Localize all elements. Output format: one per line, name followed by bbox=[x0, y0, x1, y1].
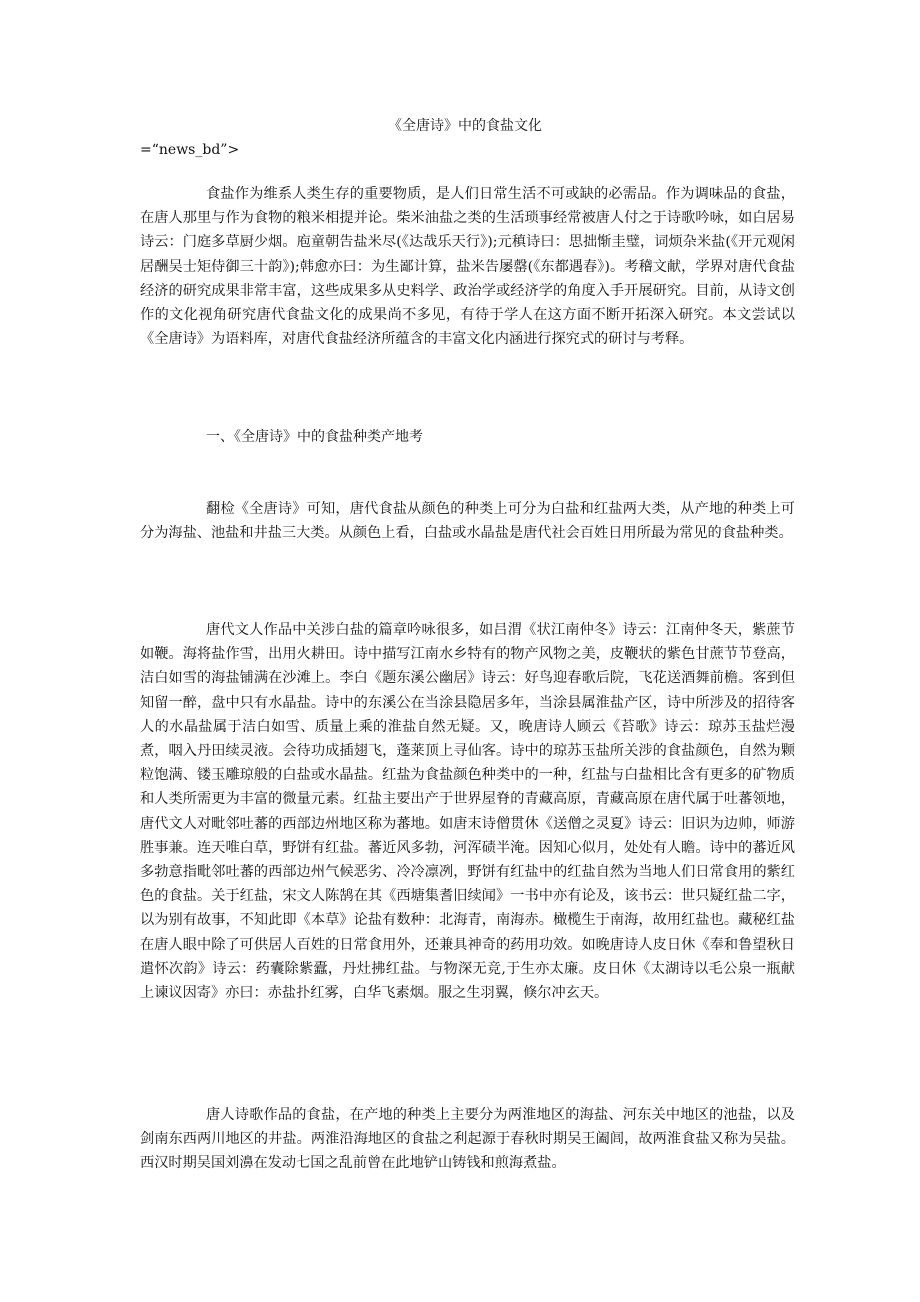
document-title: 《全唐诗》中的食盐文化 bbox=[388, 118, 542, 134]
paragraph-salt-origins: 唐人诗歌作品的食盐，在产地的种类上主要分为两淮地区的海盐、河东关中地区的池盐，以及剑南东西两川地区的井盐。两淮沿海地区的食盐之利起源于春秋时期吴王阖闾，故两淮食盐又称为吴盐。西汉时期吴国刘濞在发动七国之乱前曾在此地铲山铸钱和煎海煮盐。 bbox=[140, 1107, 795, 1172]
section-heading: 一、《全唐诗》中的食盐种类产地考 bbox=[206, 429, 423, 445]
stray-markup-text: =“news_bd”> bbox=[140, 142, 240, 158]
intro-paragraph: 食盐作为维系人类生存的重要物质，是人们日常生活不可或缺的必需品。作为调味品的食盐，在唐人那里与作为食物的粮米相提并论。柴米油盐之类的生活琐事经常被唐人付之于诗歌吟咏，如白居易诗云：门庭多草厨少烟。庖童朝告盐米尽(《达哉乐天行》);元稹诗曰：思拙惭圭璧，词烦杂米盐(《开元观闲居酬吴士矩侍御三十韵》);韩愈亦曰：为生鄙计算，盐米告屡罄(《东都遇春》)。考稽文献，学界对唐代食盐经济的研究成果非常丰富，这些成果多从史料学、政治学或经济学的角度入手开展研究。目前，从诗文创作的文化视角研究唐代食盐文化的成果尚不多见，有待于学人在这方面不断开拓深入研究。本文尝试以《全唐诗》为语料库，对唐代食盐经济所蕴含的丰富文化内涵进行探究式的研讨与考释。 bbox=[140, 186, 795, 348]
paragraph-salt-types: 翻检《全唐诗》可知，唐代食盐从颜色的种类上可分为白盐和红盐两大类，从产地的种类上可分为海盐、池盐和井盐三大类。从颜色上看，白盐或水晶盐是唐代社会百姓日用所最为常见的食盐种类。 bbox=[140, 501, 795, 542]
paragraph-white-red-salt: 唐代文人作品中关涉白盐的篇章吟咏很多，如吕渭《状江南仲冬》诗云：江南仲冬天，紫蔗节如鞭。海将盐作雪，出用火耕田。诗中描写江南水乡特有的物产风物之美，皮鞭状的紫色甘蔗节节登高，洁白如雪的海盐铺满在沙滩上。李白《题东溪公幽居》诗云：好鸟迎春歌后院，飞花送酒舞前檐。客到但知留一醉，盘中只有水晶盐。诗中的东溪公在当涂县隐居多年，当涂县属淮盐产区，诗中所涉及的招待客人的水晶盐属于洁白如雪、质量上乘的淮盐自然无疑。又，晚唐诗人顾云《苔歌》诗云：琼苏玉盐烂漫煮，咽入丹田续灵液。会待功成插翅飞，蓬莱顶上寻仙客。诗中的琼苏玉盐所关涉的食盐颜色，自然为颗粒饱满、镂玉雕琼般的白盐或水晶盐。红盐为食盐颜色种类中的一种，红盐与白盐相比含有更多的矿物质和人类所需更为丰富的微量元素。红盐主要出产于世界屋脊的青藏高原，青藏高原在唐代属于吐蕃领地，唐代文人对毗邻吐蕃的西部边州地区称为蕃地。如唐末诗僧贯休《送僧之灵夏》诗云：旧识为边帅，师游胜事兼。连天唯白草，野饼有红盐。蕃近风多勃，河浑碛半淹。因知心似月，处处有人瞻。诗中的蕃近风多勃意指毗邻吐蕃的西部边州气候恶劣、冷冷凛冽，野饼有红盐中的红盐自然为当地人们日常食用的紫红色的食盐。关于红盐，宋文人陈鹄在其《西塘集耆旧续闻》一书中亦有论及，该书云：世只疑红盐二字，以为别有故事，不知此即《本草》论盐有数种：北海青，南海赤。橄榄生于南海，故用红盐也。藏秘红盐在唐人眼中除了可供居人百姓的日常食用外，还兼具神奇的药用功效。如晚唐诗人皮日休《奉和鲁望秋日遣怀次韵》诗云：药囊除紫蠹，丹灶拂红盐。与物深无竞,于生亦太廉。皮日休《太湖诗以毛公泉一瓶献上谏议因寄》亦曰：赤盐扑红雾，白华飞素烟。服之生羽翼，倏尔冲玄天。 bbox=[140, 622, 795, 1002]
